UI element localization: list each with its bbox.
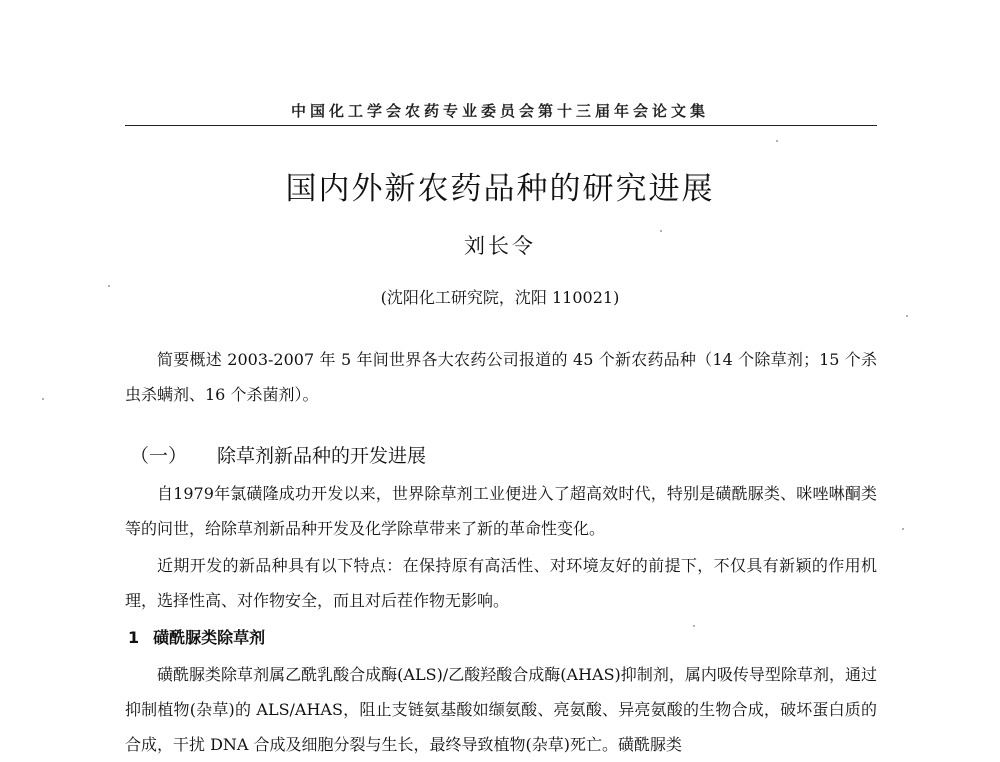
running-header: 中国化工学会农药专业委员会第十三届年会论文集	[290, 102, 709, 120]
subsection-number: 1	[128, 628, 140, 647]
scan-speck	[693, 625, 695, 627]
body-paragraph: 磺酰脲类除草剂属乙酰乳酸合成酶(ALS)/乙酸羟酸合成酶(AHAS)抑制剂，属内吸传导型除草剂，通过抑制植物(杂草)的 ALS/AHAS，阻止支链氨基酸如缬氨酸、亮氨酸、异亮氨酸的生物合成，破坏蛋白质的合成，干扰 DNA 合成及细胞分裂与生长，最终导致植物(杂草)死亡。磺酰脲类	[125, 665, 877, 754]
body-paragraph: 近期开发的新品种具有以下特点：在保持原有高活性、对环境友好的前提下，不仅具有新颖的作用机理，选择性高、对作物安全，而且对后茬作物无影响。	[125, 556, 877, 610]
abstract-paragraph: 简要概述 2003-2007 年 5 年间世界各大农药公司报道的 45 个新农药品种（14 个除草剂；15 个杀虫杀螨剂、16 个杀菌剂）。	[125, 350, 877, 404]
section-title: 除草剂新品种的开发进展	[217, 445, 427, 467]
header-rule	[125, 125, 877, 126]
author-name: 刘长令	[464, 234, 536, 258]
scan-speck	[776, 140, 778, 142]
section-heading	[130, 441, 426, 468]
section-number: （一）	[130, 445, 188, 467]
scan-speck	[42, 398, 44, 400]
scan-speck	[108, 285, 110, 287]
affiliation: (沈阳化工研究院，沈阳 110021)	[380, 288, 620, 307]
scan-speck	[906, 315, 908, 317]
scan-speck	[902, 528, 904, 530]
subsection-title: 磺酰脲类除草剂	[153, 628, 266, 647]
paper-title: 国内外新农药品种的研究进展	[285, 171, 715, 207]
subsection-heading	[128, 625, 265, 648]
scan-speck	[660, 230, 662, 232]
body-paragraph: 自1979年氯磺隆成功开发以来，世界除草剂工业便进入了超高效时代，特别是磺酰脲类、咪唑啉酮类等的问世，给除草剂新品种开发及化学除草带来了新的革命性变化。	[125, 484, 877, 538]
